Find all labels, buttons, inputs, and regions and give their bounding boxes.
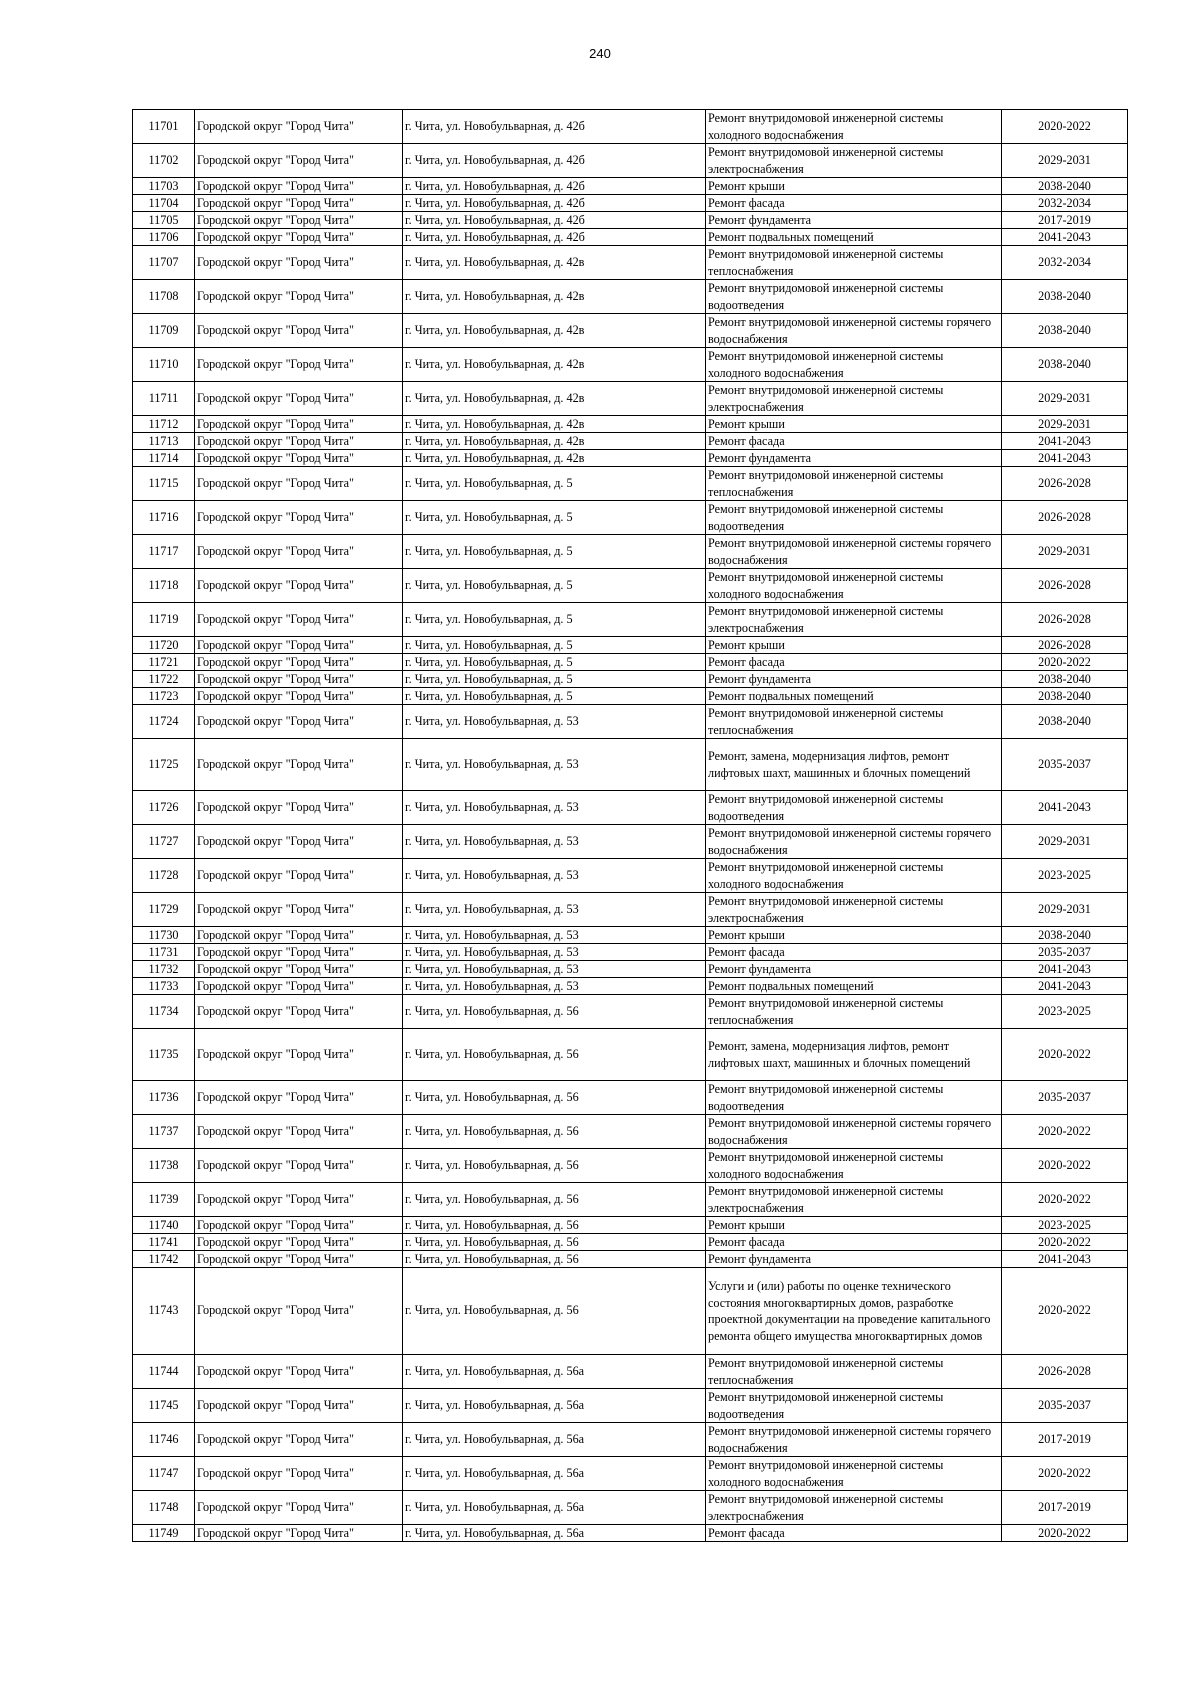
municipality-cell: Городской округ "Город Чита" — [195, 1183, 403, 1217]
period-cell: 2041-2043 — [1002, 450, 1128, 467]
row-number-cell: 11722 — [133, 671, 195, 688]
municipality-cell: Городской округ "Город Чита" — [195, 1081, 403, 1115]
work-type-cell: Ремонт внутридомовой инженерной системы теплоснабжения — [706, 467, 1002, 501]
work-type-cell: Ремонт внутридомовой инженерной системы теплоснабжения — [706, 705, 1002, 739]
period-cell: 2029-2031 — [1002, 382, 1128, 416]
period-cell: 2035-2037 — [1002, 739, 1128, 791]
address-cell: г. Чита, ул. Новобульварная, д. 56 — [403, 995, 706, 1029]
row-number-cell: 11737 — [133, 1115, 195, 1149]
table-row — [133, 450, 1128, 467]
period-cell: 2038-2040 — [1002, 671, 1128, 688]
address-cell: г. Чита, ул. Новобульварная, д. 53 — [403, 739, 706, 791]
table-row — [133, 1355, 1128, 1389]
period-cell: 2041-2043 — [1002, 978, 1128, 995]
municipality-cell: Городской округ "Город Чита" — [195, 739, 403, 791]
work-type-cell: Ремонт фасада — [706, 654, 1002, 671]
period-cell: 2026-2028 — [1002, 637, 1128, 654]
work-type-cell: Ремонт крыши — [706, 1217, 1002, 1234]
address-cell: г. Чита, ул. Новобульварная, д. 42в — [403, 450, 706, 467]
work-type-cell: Ремонт крыши — [706, 416, 1002, 433]
row-number-cell: 11709 — [133, 314, 195, 348]
address-cell: г. Чита, ул. Новобульварная, д. 5 — [403, 467, 706, 501]
period-cell: 2035-2037 — [1002, 1389, 1128, 1423]
work-type-cell: Ремонт подвальных помещений — [706, 978, 1002, 995]
row-number-cell: 11727 — [133, 825, 195, 859]
municipality-cell: Городской округ "Город Чита" — [195, 927, 403, 944]
address-cell: г. Чита, ул. Новобульварная, д. 53 — [403, 791, 706, 825]
address-cell: г. Чита, ул. Новобульварная, д. 42в — [403, 433, 706, 450]
address-cell: г. Чита, ул. Новобульварная, д. 56а — [403, 1491, 706, 1525]
row-number-cell: 11720 — [133, 637, 195, 654]
municipality-cell: Городской округ "Город Чита" — [195, 1115, 403, 1149]
address-cell: г. Чита, ул. Новобульварная, д. 56 — [403, 1029, 706, 1081]
table-row — [133, 110, 1128, 144]
work-type-cell: Ремонт внутридомовой инженерной системы электроснабжения — [706, 603, 1002, 637]
repair-schedule-table — [132, 109, 1128, 1542]
municipality-cell: Городской округ "Город Чита" — [195, 195, 403, 212]
table-row — [133, 1491, 1128, 1525]
address-cell: г. Чита, ул. Новобульварная, д. 5 — [403, 569, 706, 603]
address-cell: г. Чита, ул. Новобульварная, д. 56 — [403, 1081, 706, 1115]
municipality-cell: Городской округ "Город Чита" — [195, 671, 403, 688]
address-cell: г. Чита, ул. Новобульварная, д. 56а — [403, 1389, 706, 1423]
municipality-cell: Городской округ "Город Чита" — [195, 688, 403, 705]
row-number-cell: 11721 — [133, 654, 195, 671]
period-cell: 2035-2037 — [1002, 944, 1128, 961]
period-cell: 2038-2040 — [1002, 688, 1128, 705]
table-row — [133, 825, 1128, 859]
period-cell: 2026-2028 — [1002, 1355, 1128, 1389]
row-number-cell: 11712 — [133, 416, 195, 433]
municipality-cell: Городской округ "Город Чита" — [195, 1525, 403, 1542]
table-row — [133, 382, 1128, 416]
address-cell: г. Чита, ул. Новобульварная, д. 42б — [403, 195, 706, 212]
table-row — [133, 961, 1128, 978]
period-cell: 2017-2019 — [1002, 212, 1128, 229]
row-number-cell: 11719 — [133, 603, 195, 637]
table-row — [133, 246, 1128, 280]
address-cell: г. Чита, ул. Новобульварная, д. 53 — [403, 893, 706, 927]
table-row — [133, 637, 1128, 654]
work-type-cell: Ремонт внутридомовой инженерной системы водоотведения — [706, 791, 1002, 825]
municipality-cell: Городской округ "Город Чита" — [195, 382, 403, 416]
row-number-cell: 11725 — [133, 739, 195, 791]
row-number-cell: 11702 — [133, 144, 195, 178]
table-row — [133, 1457, 1128, 1491]
work-type-cell: Ремонт внутридомовой инженерной системы горячего водоснабжения — [706, 314, 1002, 348]
period-cell: 2026-2028 — [1002, 501, 1128, 535]
address-cell: г. Чита, ул. Новобульварная, д. 5 — [403, 688, 706, 705]
period-cell: 2023-2025 — [1002, 859, 1128, 893]
address-cell: г. Чита, ул. Новобульварная, д. 42в — [403, 348, 706, 382]
period-cell: 2020-2022 — [1002, 1234, 1128, 1251]
municipality-cell: Городской округ "Город Чита" — [195, 212, 403, 229]
municipality-cell: Городской округ "Город Чита" — [195, 569, 403, 603]
row-number-cell: 11729 — [133, 893, 195, 927]
address-cell: г. Чита, ул. Новобульварная, д. 42б — [403, 144, 706, 178]
work-type-cell: Ремонт внутридомовой инженерной системы горячего водоснабжения — [706, 535, 1002, 569]
period-cell: 2038-2040 — [1002, 314, 1128, 348]
table-row — [133, 416, 1128, 433]
work-type-cell: Ремонт внутридомовой инженерной системы водоотведения — [706, 1389, 1002, 1423]
address-cell: г. Чита, ул. Новобульварная, д. 42в — [403, 280, 706, 314]
period-cell: 2020-2022 — [1002, 1115, 1128, 1149]
work-type-cell: Ремонт внутридомовой инженерной системы холодного водоснабжения — [706, 569, 1002, 603]
table-row — [133, 1149, 1128, 1183]
address-cell: г. Чита, ул. Новобульварная, д. 5 — [403, 654, 706, 671]
municipality-cell: Городской округ "Город Чита" — [195, 995, 403, 1029]
row-number-cell: 11726 — [133, 791, 195, 825]
work-type-cell: Ремонт, замена, модернизация лифтов, ремонт лифтовых шахт, машинных и блочных помещений — [706, 739, 1002, 791]
municipality-cell: Городской округ "Город Чита" — [195, 280, 403, 314]
table-body — [133, 110, 1128, 1542]
period-cell: 2041-2043 — [1002, 961, 1128, 978]
period-cell: 2029-2031 — [1002, 893, 1128, 927]
row-number-cell: 11710 — [133, 348, 195, 382]
work-type-cell: Ремонт фундамента — [706, 212, 1002, 229]
municipality-cell: Городской округ "Город Чита" — [195, 178, 403, 195]
municipality-cell: Городской округ "Город Чита" — [195, 144, 403, 178]
work-type-cell: Ремонт фасада — [706, 944, 1002, 961]
municipality-cell: Городской округ "Город Чита" — [195, 654, 403, 671]
row-number-cell: 11708 — [133, 280, 195, 314]
address-cell: г. Чита, ул. Новобульварная, д. 56 — [403, 1234, 706, 1251]
municipality-cell: Городской округ "Город Чита" — [195, 705, 403, 739]
row-number-cell: 11734 — [133, 995, 195, 1029]
municipality-cell: Городской округ "Город Чита" — [195, 501, 403, 535]
table-row — [133, 1234, 1128, 1251]
period-cell: 2032-2034 — [1002, 195, 1128, 212]
period-cell: 2017-2019 — [1002, 1423, 1128, 1457]
work-type-cell: Ремонт внутридомовой инженерной системы теплоснабжения — [706, 995, 1002, 1029]
period-cell: 2038-2040 — [1002, 178, 1128, 195]
address-cell: г. Чита, ул. Новобульварная, д. 53 — [403, 961, 706, 978]
table-row — [133, 280, 1128, 314]
work-type-cell: Ремонт внутридомовой инженерной системы водоотведения — [706, 280, 1002, 314]
municipality-cell: Городской округ "Город Чита" — [195, 1457, 403, 1491]
address-cell: г. Чита, ул. Новобульварная, д. 56а — [403, 1355, 706, 1389]
period-cell: 2020-2022 — [1002, 110, 1128, 144]
table-row — [133, 978, 1128, 995]
address-cell: г. Чита, ул. Новобульварная, д. 56 — [403, 1251, 706, 1268]
row-number-cell: 11733 — [133, 978, 195, 995]
municipality-cell: Городской округ "Город Чита" — [195, 637, 403, 654]
row-number-cell: 11745 — [133, 1389, 195, 1423]
row-number-cell: 11747 — [133, 1457, 195, 1491]
municipality-cell: Городской округ "Город Чита" — [195, 1355, 403, 1389]
address-cell: г. Чита, ул. Новобульварная, д. 5 — [403, 671, 706, 688]
address-cell: г. Чита, ул. Новобульварная, д. 56а — [403, 1525, 706, 1542]
period-cell: 2038-2040 — [1002, 348, 1128, 382]
municipality-cell: Городской округ "Город Чита" — [195, 1491, 403, 1525]
period-cell: 2023-2025 — [1002, 1217, 1128, 1234]
address-cell: г. Чита, ул. Новобульварная, д. 56а — [403, 1423, 706, 1457]
period-cell: 2020-2022 — [1002, 1149, 1128, 1183]
municipality-cell: Городской округ "Город Чита" — [195, 467, 403, 501]
period-cell: 2038-2040 — [1002, 705, 1128, 739]
work-type-cell: Ремонт подвальных помещений — [706, 229, 1002, 246]
address-cell: г. Чита, ул. Новобульварная, д. 42в — [403, 416, 706, 433]
work-type-cell: Ремонт, замена, модернизация лифтов, ремонт лифтовых шахт, машинных и блочных помещений — [706, 1029, 1002, 1081]
period-cell: 2029-2031 — [1002, 144, 1128, 178]
address-cell: г. Чита, ул. Новобульварная, д. 5 — [403, 637, 706, 654]
row-number-cell: 11704 — [133, 195, 195, 212]
row-number-cell: 11711 — [133, 382, 195, 416]
municipality-cell: Городской округ "Город Чита" — [195, 961, 403, 978]
work-type-cell: Ремонт внутридомовой инженерной системы теплоснабжения — [706, 1355, 1002, 1389]
work-type-cell: Ремонт внутридомовой инженерной системы электроснабжения — [706, 1491, 1002, 1525]
address-cell: г. Чита, ул. Новобульварная, д. 42в — [403, 382, 706, 416]
municipality-cell: Городской округ "Город Чита" — [195, 1251, 403, 1268]
address-cell: г. Чита, ул. Новобульварная, д. 56 — [403, 1115, 706, 1149]
work-type-cell: Ремонт внутридомовой инженерной системы электроснабжения — [706, 893, 1002, 927]
row-number-cell: 11742 — [133, 1251, 195, 1268]
address-cell: г. Чита, ул. Новобульварная, д. 56 — [403, 1149, 706, 1183]
row-number-cell: 11732 — [133, 961, 195, 978]
municipality-cell: Городской округ "Город Чита" — [195, 1149, 403, 1183]
municipality-cell: Городской округ "Город Чита" — [195, 825, 403, 859]
table-row — [133, 671, 1128, 688]
period-cell: 2020-2022 — [1002, 1029, 1128, 1081]
period-cell: 2026-2028 — [1002, 569, 1128, 603]
period-cell: 2017-2019 — [1002, 1491, 1128, 1525]
address-cell: г. Чита, ул. Новобульварная, д. 53 — [403, 978, 706, 995]
row-number-cell: 11714 — [133, 450, 195, 467]
period-cell: 2020-2022 — [1002, 1268, 1128, 1355]
work-type-cell: Ремонт фасада — [706, 1234, 1002, 1251]
period-cell: 2041-2043 — [1002, 229, 1128, 246]
municipality-cell: Городской округ "Город Чита" — [195, 1029, 403, 1081]
period-cell: 2020-2022 — [1002, 1183, 1128, 1217]
work-type-cell: Ремонт фасада — [706, 433, 1002, 450]
table-row — [133, 1183, 1128, 1217]
row-number-cell: 11706 — [133, 229, 195, 246]
municipality-cell: Городской округ "Город Чита" — [195, 416, 403, 433]
table-row — [133, 178, 1128, 195]
work-type-cell: Ремонт внутридомовой инженерной системы водоотведения — [706, 501, 1002, 535]
municipality-cell: Городской округ "Город Чита" — [195, 1217, 403, 1234]
period-cell: 2035-2037 — [1002, 1081, 1128, 1115]
work-type-cell: Ремонт фундамента — [706, 1251, 1002, 1268]
address-cell: г. Чита, ул. Новобульварная, д. 53 — [403, 927, 706, 944]
address-cell: г. Чита, ул. Новобульварная, д. 42б — [403, 178, 706, 195]
work-type-cell: Ремонт внутридомовой инженерной системы холодного водоснабжения — [706, 348, 1002, 382]
row-number-cell: 11744 — [133, 1355, 195, 1389]
table-row — [133, 705, 1128, 739]
table-row — [133, 195, 1128, 212]
table-row — [133, 229, 1128, 246]
row-number-cell: 11718 — [133, 569, 195, 603]
row-number-cell: 11713 — [133, 433, 195, 450]
row-number-cell: 11724 — [133, 705, 195, 739]
work-type-cell: Ремонт внутридомовой инженерной системы горячего водоснабжения — [706, 1115, 1002, 1149]
period-cell: 2038-2040 — [1002, 280, 1128, 314]
municipality-cell: Городской округ "Город Чита" — [195, 314, 403, 348]
period-cell: 2026-2028 — [1002, 603, 1128, 637]
period-cell: 2029-2031 — [1002, 416, 1128, 433]
address-cell: г. Чита, ул. Новобульварная, д. 5 — [403, 603, 706, 637]
municipality-cell: Городской округ "Город Чита" — [195, 603, 403, 637]
table-row — [133, 314, 1128, 348]
row-number-cell: 11701 — [133, 110, 195, 144]
row-number-cell: 11716 — [133, 501, 195, 535]
work-type-cell: Ремонт внутридомовой инженерной системы электроснабжения — [706, 144, 1002, 178]
address-cell: г. Чита, ул. Новобульварная, д. 56 — [403, 1183, 706, 1217]
table-row — [133, 501, 1128, 535]
municipality-cell: Городской округ "Город Чита" — [195, 246, 403, 280]
table-row — [133, 144, 1128, 178]
period-cell: 2026-2028 — [1002, 467, 1128, 501]
work-type-cell: Ремонт крыши — [706, 637, 1002, 654]
work-type-cell: Ремонт внутридомовой инженерной системы горячего водоснабжения — [706, 1423, 1002, 1457]
period-cell: 2041-2043 — [1002, 791, 1128, 825]
work-type-cell: Ремонт фундамента — [706, 961, 1002, 978]
address-cell: г. Чита, ул. Новобульварная, д. 56 — [403, 1217, 706, 1234]
row-number-cell: 11715 — [133, 467, 195, 501]
table-row — [133, 212, 1128, 229]
work-type-cell: Ремонт внутридомовой инженерной системы горячего водоснабжения — [706, 825, 1002, 859]
work-type-cell: Услуги и (или) работы по оценке технического состояния многоквартирных домов, разработке проектной документации на проведение капитального ремонта общего имущества многоквартирных домов — [706, 1268, 1002, 1355]
work-type-cell: Ремонт внутридомовой инженерной системы холодного водоснабжения — [706, 1149, 1002, 1183]
table-row — [133, 739, 1128, 791]
table-row — [133, 893, 1128, 927]
page-number: 240 — [589, 46, 611, 61]
table-row — [133, 433, 1128, 450]
work-type-cell: Ремонт подвальных помещений — [706, 688, 1002, 705]
table-row — [133, 1081, 1128, 1115]
municipality-cell: Городской округ "Город Чита" — [195, 1234, 403, 1251]
municipality-cell: Городской округ "Город Чита" — [195, 859, 403, 893]
table-row — [133, 1389, 1128, 1423]
table-row — [133, 603, 1128, 637]
row-number-cell: 11703 — [133, 178, 195, 195]
municipality-cell: Городской округ "Город Чита" — [195, 110, 403, 144]
work-type-cell: Ремонт внутридомовой инженерной системы водоотведения — [706, 1081, 1002, 1115]
work-type-cell: Ремонт фасада — [706, 1525, 1002, 1542]
period-cell: 2029-2031 — [1002, 535, 1128, 569]
table-row — [133, 569, 1128, 603]
period-cell: 2020-2022 — [1002, 1525, 1128, 1542]
address-cell: г. Чита, ул. Новобульварная, д. 56 — [403, 1268, 706, 1355]
address-cell: г. Чита, ул. Новобульварная, д. 5 — [403, 501, 706, 535]
row-number-cell: 11728 — [133, 859, 195, 893]
municipality-cell: Городской округ "Город Чита" — [195, 978, 403, 995]
table-row — [133, 1029, 1128, 1081]
work-type-cell: Ремонт фасада — [706, 195, 1002, 212]
period-cell: 2023-2025 — [1002, 995, 1128, 1029]
work-type-cell: Ремонт крыши — [706, 927, 1002, 944]
table-row — [133, 688, 1128, 705]
address-cell: г. Чита, ул. Новобульварная, д. 42б — [403, 229, 706, 246]
table-row — [133, 944, 1128, 961]
period-cell: 2041-2043 — [1002, 433, 1128, 450]
row-number-cell: 11731 — [133, 944, 195, 961]
work-type-cell: Ремонт внутридомовой инженерной системы электроснабжения — [706, 382, 1002, 416]
table-row — [133, 859, 1128, 893]
municipality-cell: Городской округ "Город Чита" — [195, 791, 403, 825]
municipality-cell: Городской округ "Город Чита" — [195, 433, 403, 450]
work-type-cell: Ремонт фундамента — [706, 671, 1002, 688]
work-type-cell: Ремонт крыши — [706, 178, 1002, 195]
table-row — [133, 1268, 1128, 1355]
municipality-cell: Городской округ "Город Чита" — [195, 893, 403, 927]
row-number-cell: 11730 — [133, 927, 195, 944]
row-number-cell: 11739 — [133, 1183, 195, 1217]
table-row — [133, 927, 1128, 944]
address-cell: г. Чита, ул. Новобульварная, д. 53 — [403, 705, 706, 739]
address-cell: г. Чита, ул. Новобульварная, д. 42в — [403, 314, 706, 348]
row-number-cell: 11746 — [133, 1423, 195, 1457]
municipality-cell: Городской округ "Город Чита" — [195, 348, 403, 382]
municipality-cell: Городской округ "Город Чита" — [195, 229, 403, 246]
period-cell: 2029-2031 — [1002, 825, 1128, 859]
row-number-cell: 11749 — [133, 1525, 195, 1542]
table-row — [133, 1251, 1128, 1268]
table-row — [133, 791, 1128, 825]
address-cell: г. Чита, ул. Новобульварная, д. 53 — [403, 825, 706, 859]
address-cell: г. Чита, ул. Новобульварная, д. 42в — [403, 246, 706, 280]
row-number-cell: 11723 — [133, 688, 195, 705]
work-type-cell: Ремонт внутридомовой инженерной системы теплоснабжения — [706, 246, 1002, 280]
period-cell: 2020-2022 — [1002, 1457, 1128, 1491]
row-number-cell: 11735 — [133, 1029, 195, 1081]
work-type-cell: Ремонт внутридомовой инженерной системы холодного водоснабжения — [706, 110, 1002, 144]
address-cell: г. Чита, ул. Новобульварная, д. 56а — [403, 1457, 706, 1491]
row-number-cell: 11740 — [133, 1217, 195, 1234]
table-row — [133, 535, 1128, 569]
address-cell: г. Чита, ул. Новобульварная, д. 53 — [403, 859, 706, 893]
work-type-cell: Ремонт внутридомовой инженерной системы холодного водоснабжения — [706, 859, 1002, 893]
table-row — [133, 467, 1128, 501]
row-number-cell: 11707 — [133, 246, 195, 280]
table-row — [133, 1423, 1128, 1457]
municipality-cell: Городской округ "Город Чита" — [195, 1268, 403, 1355]
row-number-cell: 11743 — [133, 1268, 195, 1355]
table-row — [133, 995, 1128, 1029]
work-type-cell: Ремонт внутридомовой инженерной системы холодного водоснабжения — [706, 1457, 1002, 1491]
table-row — [133, 1217, 1128, 1234]
period-cell: 2038-2040 — [1002, 927, 1128, 944]
row-number-cell: 11748 — [133, 1491, 195, 1525]
address-cell: г. Чита, ул. Новобульварная, д. 53 — [403, 944, 706, 961]
table-row — [133, 1525, 1128, 1542]
row-number-cell: 11705 — [133, 212, 195, 229]
table-row — [133, 348, 1128, 382]
municipality-cell: Городской округ "Город Чита" — [195, 450, 403, 467]
municipality-cell: Городской округ "Город Чита" — [195, 1423, 403, 1457]
municipality-cell: Городской округ "Город Чита" — [195, 535, 403, 569]
row-number-cell: 11738 — [133, 1149, 195, 1183]
municipality-cell: Городской округ "Город Чита" — [195, 1389, 403, 1423]
municipality-cell: Городской округ "Город Чита" — [195, 944, 403, 961]
address-cell: г. Чита, ул. Новобульварная, д. 42б — [403, 212, 706, 229]
period-cell: 2041-2043 — [1002, 1251, 1128, 1268]
table-row — [133, 1115, 1128, 1149]
work-type-cell: Ремонт фундамента — [706, 450, 1002, 467]
row-number-cell: 11717 — [133, 535, 195, 569]
table-row — [133, 654, 1128, 671]
address-cell: г. Чита, ул. Новобульварная, д. 5 — [403, 535, 706, 569]
work-type-cell: Ремонт внутридомовой инженерной системы электроснабжения — [706, 1183, 1002, 1217]
row-number-cell: 11736 — [133, 1081, 195, 1115]
period-cell: 2032-2034 — [1002, 246, 1128, 280]
period-cell: 2020-2022 — [1002, 654, 1128, 671]
row-number-cell: 11741 — [133, 1234, 195, 1251]
address-cell: г. Чита, ул. Новобульварная, д. 42б — [403, 110, 706, 144]
